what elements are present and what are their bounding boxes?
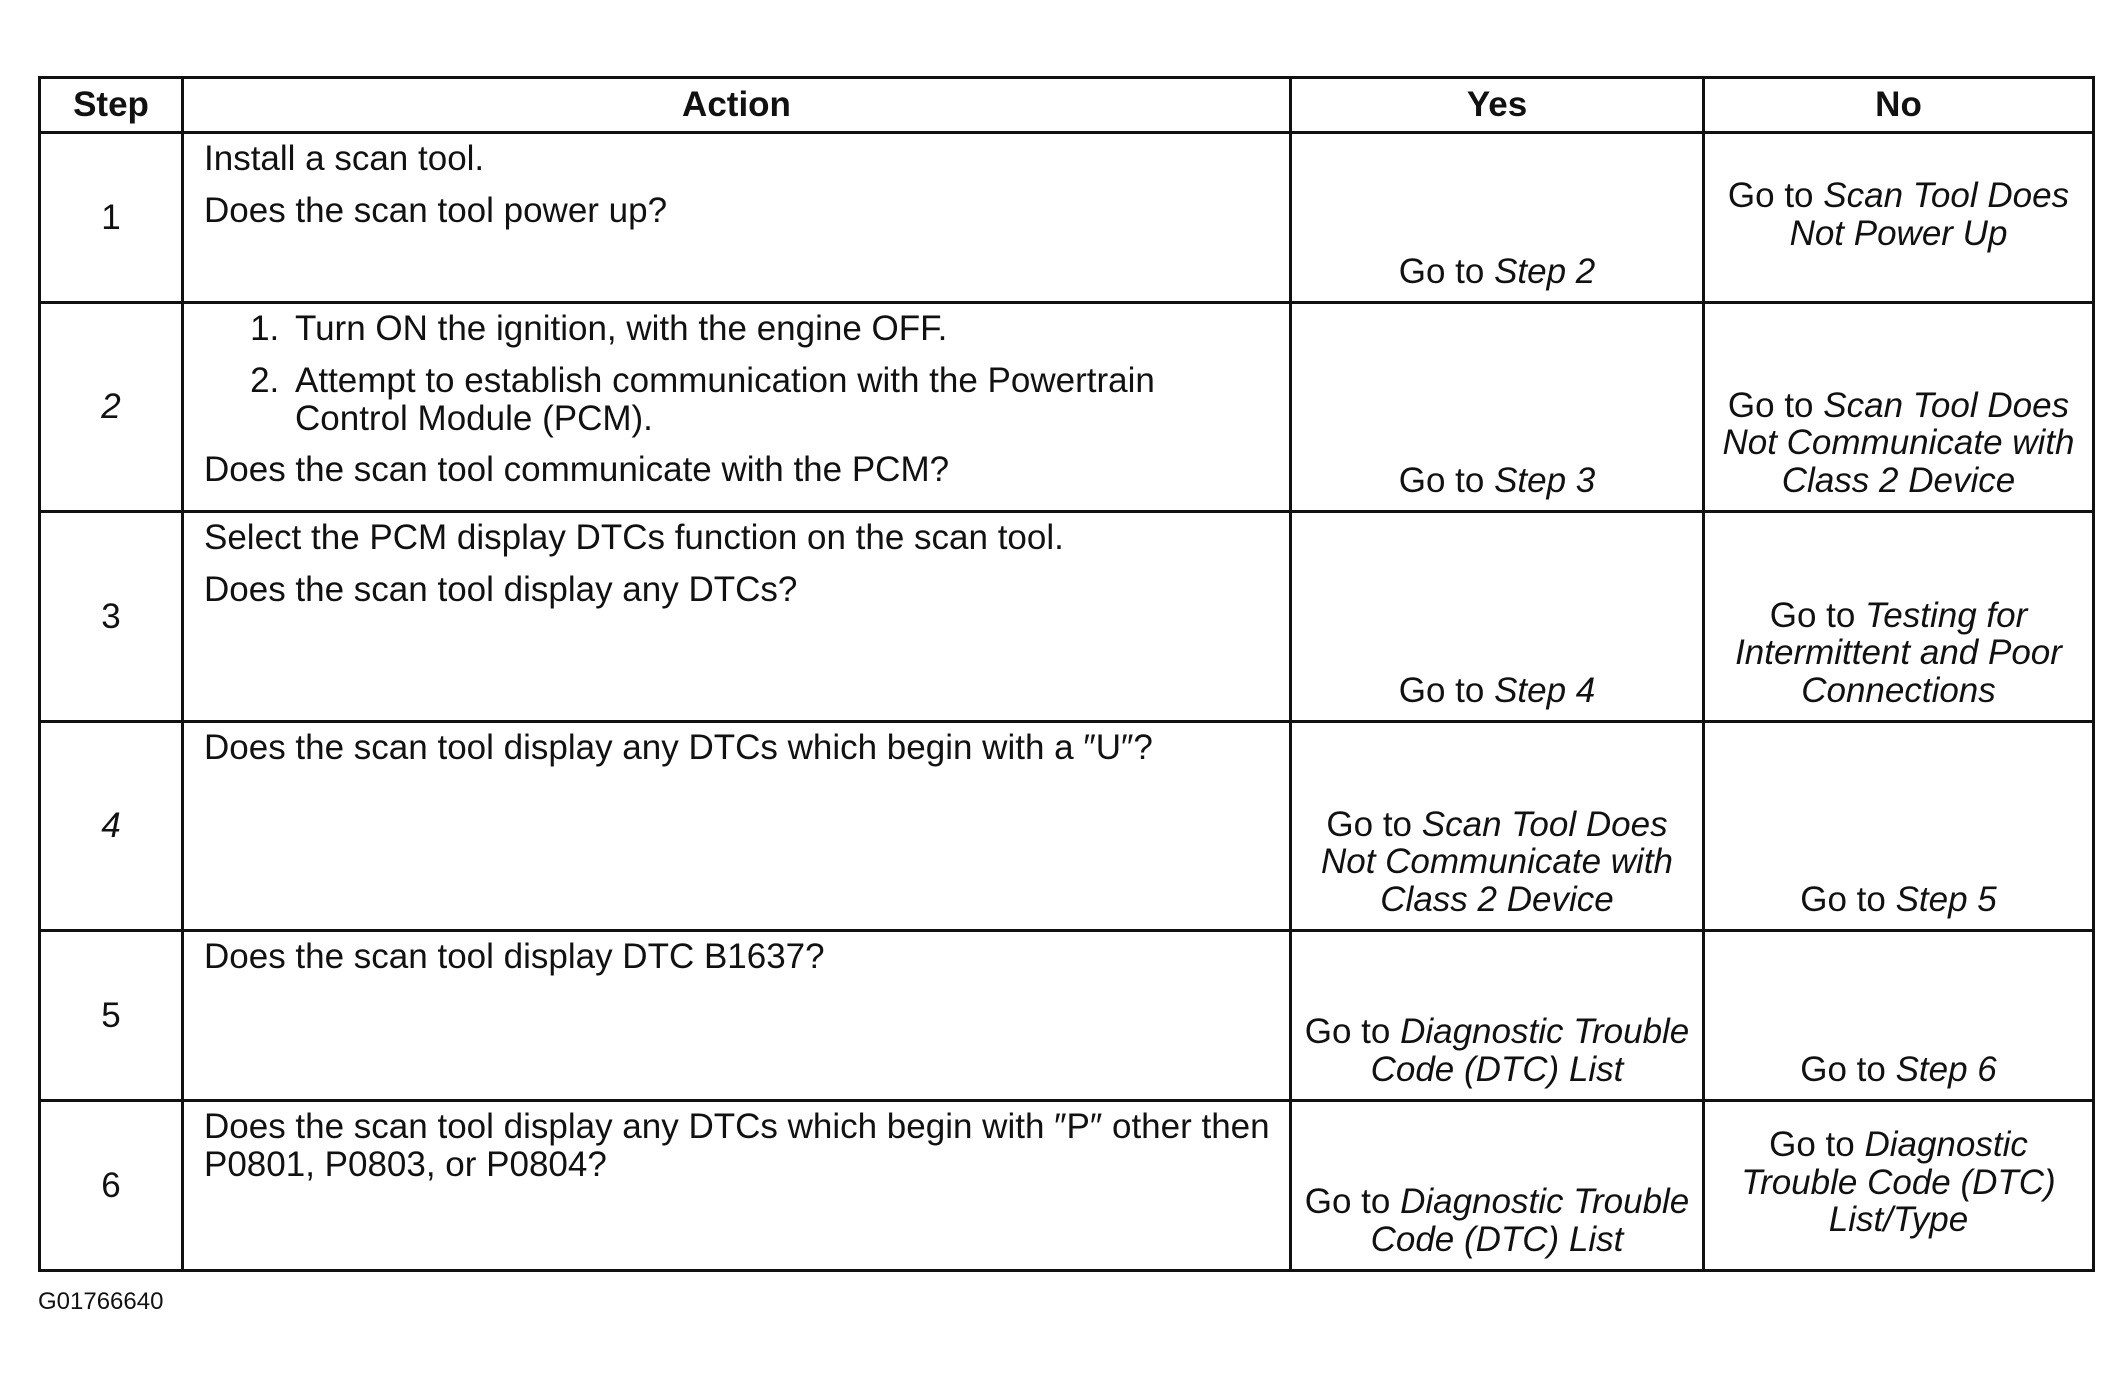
- action-question: Does the scan tool display DTC B1637?: [204, 937, 825, 976]
- step-number: 3: [40, 512, 183, 722]
- yes-target-link[interactable]: Step 2: [1494, 252, 1596, 292]
- table-row: [40, 133, 2094, 303]
- go-to-label: Go to: [1800, 1050, 1886, 1090]
- header-step: Step: [40, 78, 183, 133]
- action-cell: [183, 303, 1291, 512]
- no-target-link[interactable]: Scan Tool Does Not Communicate with Class 2 Device: [1722, 385, 2075, 501]
- header-no: No: [1704, 78, 2094, 133]
- table-row: [40, 931, 2094, 1101]
- step-number: 2: [40, 303, 183, 512]
- yes-target-link[interactable]: Diagnostic Trouble Code (DTC) List: [1370, 1182, 1690, 1260]
- action-question: Does the scan tool display any DTCs which begin with a ″U″?: [204, 728, 1153, 767]
- no-cell: [1704, 931, 2094, 1101]
- yes-cell: [1291, 931, 1704, 1101]
- no-cell: [1704, 722, 2094, 931]
- action-cell: [183, 512, 1291, 722]
- go-to-label: Go to: [1304, 1012, 1391, 1052]
- go-to-label: Go to: [1727, 385, 1814, 425]
- action-step: 2. Attempt to establish communication with the Powertrain Control Module (PCM).: [289, 362, 1271, 438]
- header-yes: Yes: [1291, 78, 1704, 133]
- diagnostic-table: [38, 76, 2095, 1272]
- header-action: Action: [183, 78, 1291, 133]
- go-to-label: Go to: [1769, 595, 1856, 635]
- action-question: Does the scan tool display any DTCs which begin with ″P″ other then P0801, P0803, or P0804?: [204, 1107, 1270, 1184]
- no-cell: [1704, 1101, 2094, 1271]
- action-step: 1. Turn ON the ignition, with the engine OFF.: [289, 310, 1271, 348]
- no-target-link[interactable]: Step 5: [1895, 880, 1997, 920]
- table-row: [40, 512, 2094, 722]
- action-steps-list: [204, 310, 1271, 437]
- action-cell: [183, 133, 1291, 303]
- no-cell: [1704, 303, 2094, 512]
- step-number: 5: [40, 931, 183, 1101]
- action-cell: [183, 722, 1291, 931]
- yes-cell: [1291, 133, 1704, 303]
- go-to-label: Go to: [1398, 671, 1485, 711]
- yes-target-link[interactable]: Step 4: [1494, 671, 1596, 711]
- no-cell: [1704, 133, 2094, 303]
- yes-cell: [1291, 722, 1704, 931]
- go-to-label: Go to: [1326, 804, 1413, 844]
- yes-cell: [1291, 303, 1704, 512]
- action-instruction: Select the PCM display DTCs function on the scan tool.: [204, 518, 1064, 557]
- action-cell: [183, 1101, 1291, 1271]
- go-to-label: Go to: [1769, 1124, 1855, 1164]
- yes-target-link[interactable]: Step 3: [1494, 461, 1596, 501]
- table-row: [40, 722, 2094, 931]
- go-to-label: Go to: [1800, 880, 1886, 920]
- yes-target-link[interactable]: Diagnostic Trouble Code (DTC) List: [1370, 1012, 1690, 1090]
- table-row: [40, 1101, 2094, 1271]
- no-target-link[interactable]: Step 6: [1895, 1050, 1997, 1090]
- header-row: [40, 78, 2094, 133]
- action-instruction: Install a scan tool.: [204, 139, 485, 178]
- no-cell: [1704, 512, 2094, 722]
- action-question: Does the scan tool power up?: [204, 190, 668, 230]
- action-question: Does the scan tool display any DTCs?: [204, 569, 798, 609]
- table-row: [40, 303, 2094, 512]
- go-to-label: Go to: [1727, 175, 1814, 215]
- action-cell: [183, 931, 1291, 1101]
- go-to-label: Go to: [1304, 1182, 1391, 1222]
- figure-id: G01766640: [38, 1288, 164, 1315]
- go-to-label: Go to: [1398, 252, 1485, 292]
- action-question: Does the scan tool communicate with the PCM?: [204, 450, 950, 490]
- yes-cell: [1291, 512, 1704, 722]
- no-target-link[interactable]: Testing for Intermittent and Poor Connections: [1735, 595, 2062, 711]
- yes-cell: [1291, 1101, 1704, 1271]
- step-number: 4: [40, 722, 183, 931]
- no-target-link[interactable]: Scan Tool Does Not Power Up: [1789, 175, 2070, 253]
- go-to-label: Go to: [1398, 461, 1485, 501]
- no-target-link[interactable]: Diagnostic Trouble Code (DTC) List/Type: [1741, 1124, 2056, 1240]
- step-number: 6: [40, 1101, 183, 1271]
- yes-target-link[interactable]: Scan Tool Does Not Communicate with Class 2 Device: [1320, 804, 1674, 920]
- step-number: 1: [40, 133, 183, 303]
